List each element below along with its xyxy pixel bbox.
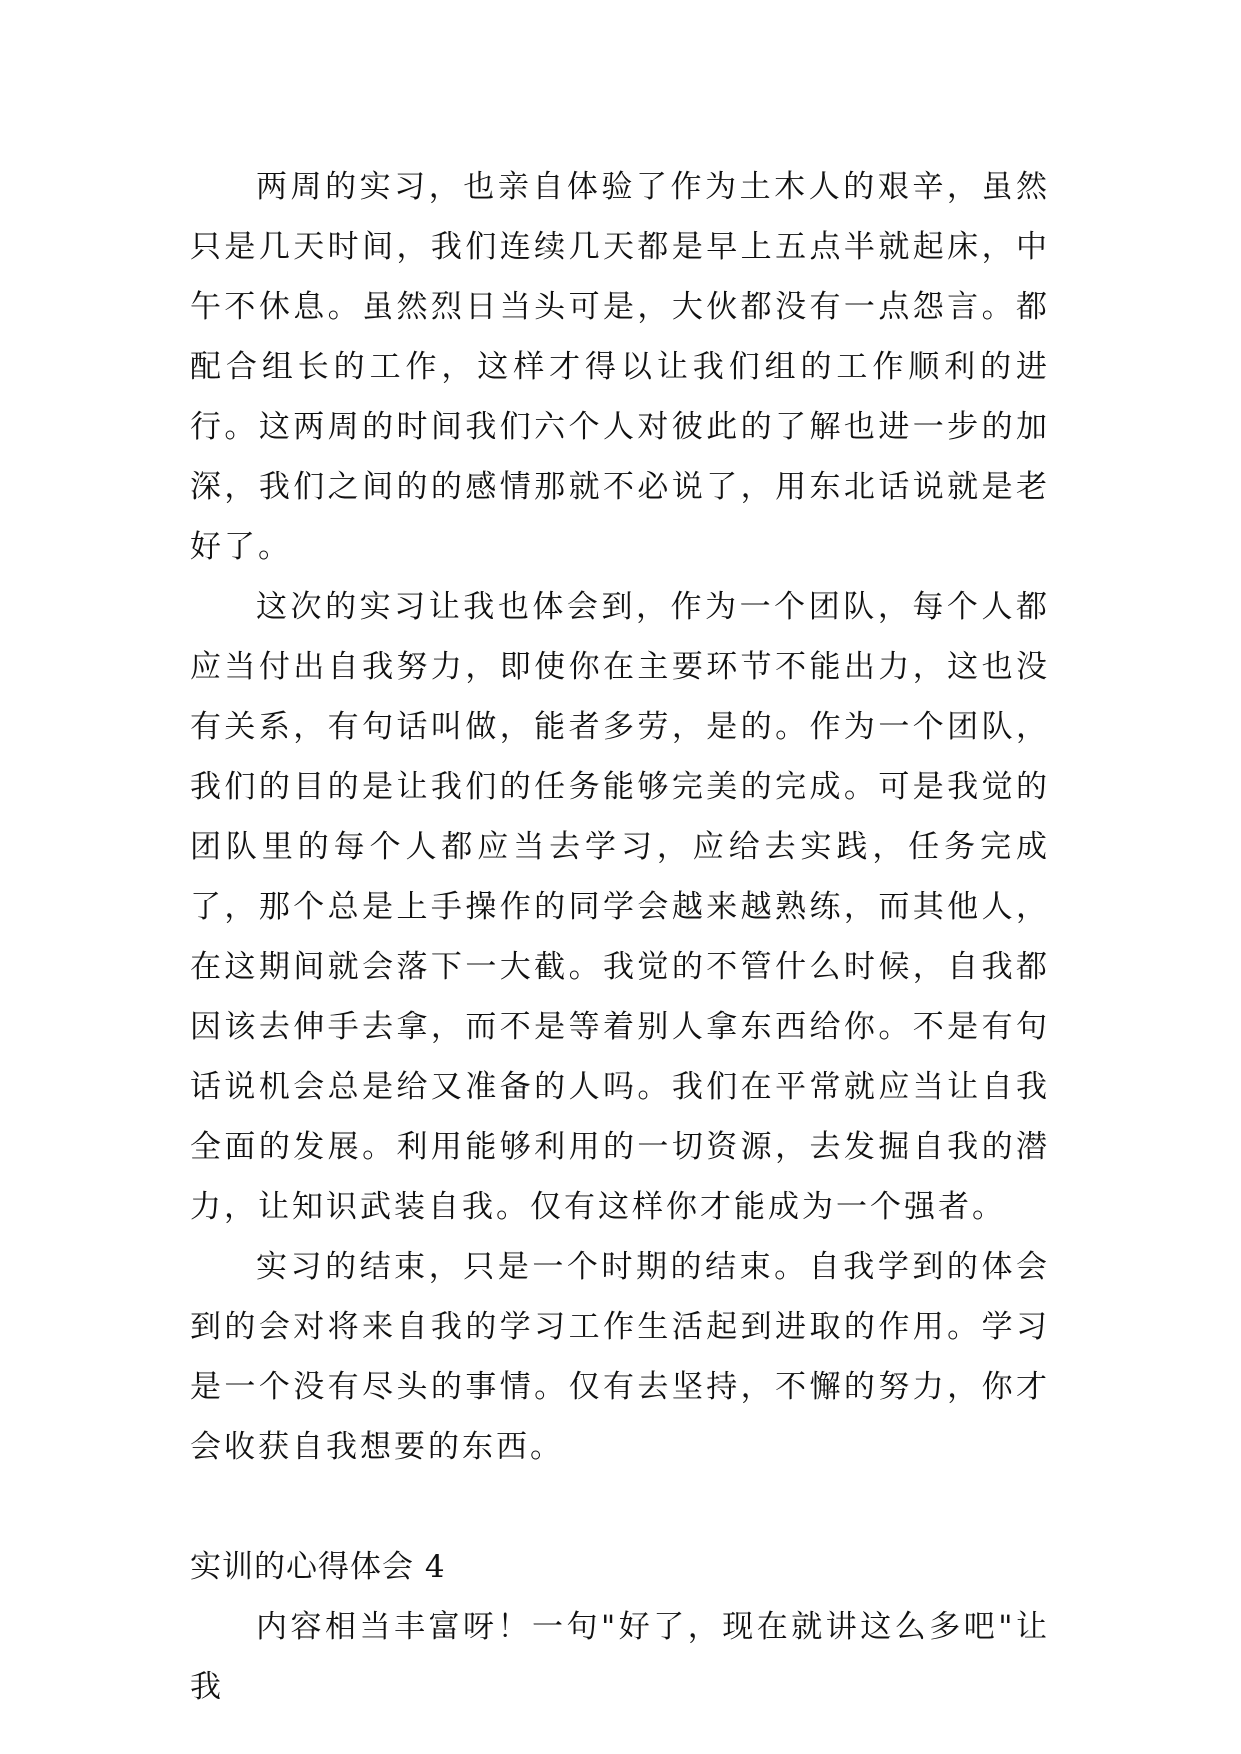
paragraph-section-opening: 内容相当丰富呀！一句"好了，现在就讲这么多吧"让我	[190, 1609, 1050, 1705]
paragraph-conclusion: 实习的结束，只是一个时期的结束。自我学到的体会到的会对将来自我的学习工作生活起到进取的作用。学习是一个没有尽头的事情。仅有去坚持，不懈的努力，你才会收获自我想要的东西。	[190, 1249, 1050, 1465]
document-body	[190, 157, 1050, 1717]
paragraph-teamwork-experience: 两周的实习，也亲自体验了作为土木人的艰辛，虽然只是几天时间，我们连续几天都是早上五点半就起床，中午不休息。虽然烈日当头可是，大伙都没有一点怨言。都配合组长的工作，这样才得以让我们组的工作顺利的进行。这两周的时间我们六个人对彼此的了解也进一步的加深，我们之间的的感情那就不必说了，用东北话说就是老好了。	[190, 169, 1050, 565]
paragraph-team-reflection: 这次的实习让我也体会到，作为一个团队，每个人都应当付出自我努力，即使你在主要环节不能出力，这也没有关系，有句话叫做，能者多劳，是的。作为一个团队，我们的目的是让我们的任务能够完美的完成。可是我觉的团队里的每个人都应当去学习，应给去实践，任务完成了，那个总是上手操作的同学会越来越熟练，而其他人，在这期间就会落下一大截。我觉的不管什么时候，自我都因该去伸手去拿，而不是等着别人拿东西给你。不是有句话说机会总是给又准备的人吗。我们在平常就应当让自我全面的发展。利用能够利用的一切资源，去发掘自我的潜力，让知识武装自我。仅有这样你才能成为一个强者。	[190, 589, 1050, 1225]
section-title: 实训的心得体会 4	[190, 1549, 446, 1585]
